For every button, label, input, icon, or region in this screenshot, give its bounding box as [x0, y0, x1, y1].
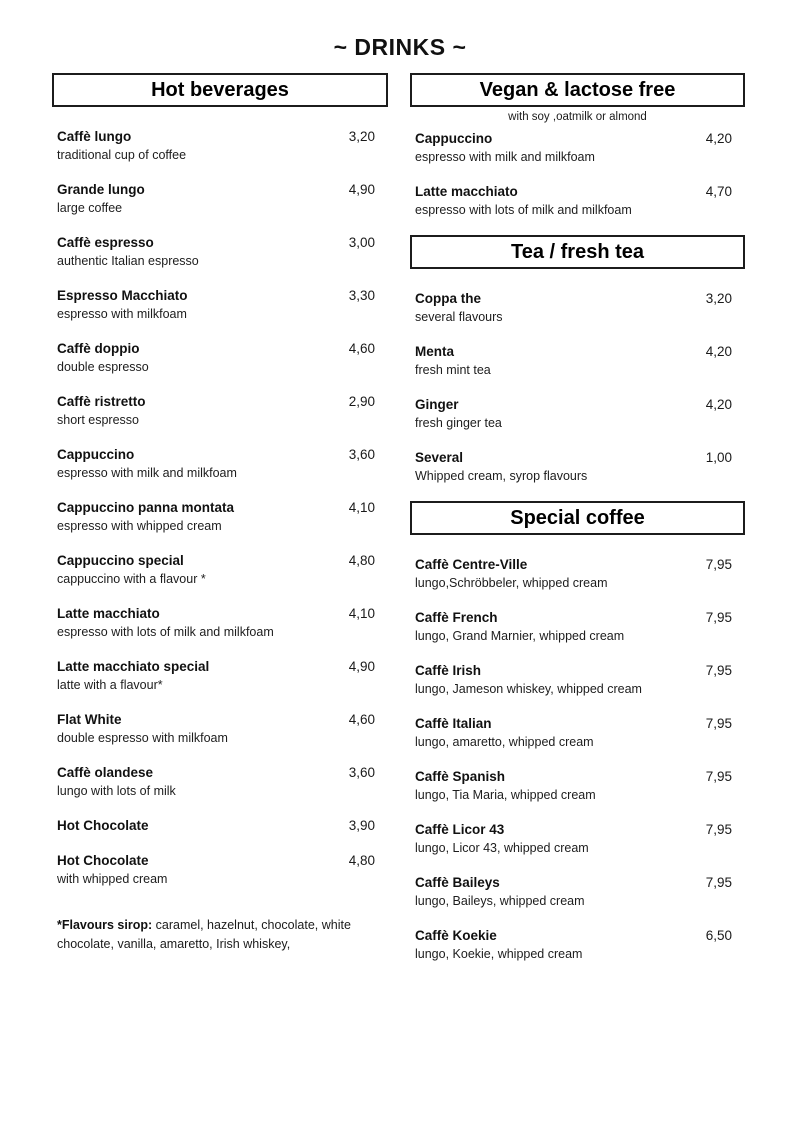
item-name: Caffè French [415, 610, 498, 625]
item-price: 4,20 [705, 131, 732, 146]
item-description: lungo, Koekie, whipped cream [415, 947, 583, 961]
item-name: Cappuccino panna montata [57, 500, 235, 515]
item-name: Latte macchiato [415, 184, 518, 199]
item-price: 7,95 [705, 716, 732, 731]
item-price: 7,95 [705, 769, 732, 784]
menu-item [52, 763, 388, 800]
item-description: lungo, amaretto, whipped cream [415, 735, 594, 749]
item-description: espresso with milkfoam [57, 307, 187, 321]
item-price: 2,90 [348, 394, 375, 409]
section-header-label: Tea / fresh tea [510, 240, 645, 263]
menu-item [52, 339, 388, 376]
menu-item [410, 820, 745, 857]
item-description: espresso with lots of milk and milkfoam [57, 625, 274, 639]
menu-columns [0, 73, 800, 979]
item-description: with whipped cream [57, 872, 168, 886]
footnote-text: caramel, hazelnut, chocolate, white chocolate, vanilla, amaretto, Irish whiskey, [57, 918, 351, 951]
item-price: 7,95 [705, 557, 732, 572]
menu-item [410, 714, 745, 751]
right-column [410, 73, 745, 979]
section-header-vegan [410, 73, 745, 107]
menu-item [410, 873, 745, 910]
item-name: Hot Chocolate [57, 853, 149, 868]
menu-item [52, 710, 388, 747]
menu-item [52, 286, 388, 323]
item-description: espresso with milk and milkfoam [415, 150, 595, 164]
menu-item [52, 551, 388, 588]
item-description: double espresso [57, 360, 149, 374]
item-price: 7,95 [705, 822, 732, 837]
item-description: lungo, Baileys, whipped cream [415, 894, 585, 908]
item-price: 4,80 [348, 553, 375, 568]
item-description: lungo, Jameson whiskey, whipped cream [415, 682, 642, 696]
menu-item [52, 127, 388, 164]
item-name: Cappuccino special [57, 553, 184, 568]
item-description: espresso with lots of milk and milkfoam [415, 203, 632, 217]
item-name: Latte macchiato special [57, 659, 210, 674]
item-name: Caffè Centre-Ville [415, 557, 528, 572]
item-price: 3,00 [348, 235, 375, 250]
flavours-footnote [52, 916, 388, 954]
vegan-items [410, 129, 745, 219]
item-description: short espresso [57, 413, 139, 427]
item-name: Caffè lungo [57, 129, 132, 144]
item-price: 4,90 [348, 659, 375, 674]
menu-item [410, 661, 745, 698]
item-price: 4,70 [705, 184, 732, 199]
menu-item [52, 851, 388, 888]
item-name: Coppa the [415, 291, 481, 306]
menu-item [52, 392, 388, 429]
item-description: Whipped cream, syrop flavours [415, 469, 588, 483]
menu-item [52, 816, 388, 835]
item-name: Latte macchiato [57, 606, 160, 621]
item-name: Caffè espresso [57, 235, 154, 250]
item-name: Caffè doppio [57, 341, 140, 356]
item-price: 7,95 [705, 663, 732, 678]
item-price: 4,80 [348, 853, 375, 868]
menu-item [410, 448, 745, 485]
item-description: espresso with whipped cream [57, 519, 222, 533]
item-price: 3,60 [348, 447, 375, 462]
item-name: Caffè Spanish [415, 769, 506, 784]
item-name: Espresso Macchiato [57, 288, 188, 303]
tea-items [410, 289, 745, 485]
page-title: ~ DRINKS ~ [333, 34, 467, 60]
item-description: espresso with milk and milkfoam [57, 466, 237, 480]
vegan-subtitle: with soy ,oatmilk or almond [508, 111, 647, 123]
section-header-label: Special coffee [510, 506, 645, 529]
menu-item [410, 289, 745, 326]
menu-item [52, 604, 388, 641]
item-description: authentic Italian espresso [57, 254, 199, 268]
item-name: Ginger [415, 397, 459, 412]
item-description: fresh ginger tea [415, 416, 502, 430]
menu-item [52, 233, 388, 270]
item-price: 1,00 [705, 450, 732, 465]
menu-item [52, 445, 388, 482]
menu-item [52, 180, 388, 217]
item-name: Caffè olandese [57, 765, 154, 780]
item-name: Menta [415, 344, 455, 359]
special-coffee-items [410, 555, 745, 963]
item-description: cappuccino with a flavour * [57, 572, 206, 586]
item-price: 3,90 [348, 818, 375, 833]
item-description: fresh mint tea [415, 363, 491, 377]
item-price: 4,60 [348, 712, 375, 727]
item-name: Caffè Licor 43 [415, 822, 505, 837]
menu-item [410, 926, 745, 963]
left-column [52, 73, 388, 979]
menu-item [410, 182, 745, 219]
item-price: 4,10 [348, 500, 375, 515]
item-description: lungo with lots of milk [57, 784, 176, 798]
section-header-label: Vegan & lactose free [479, 78, 676, 101]
section-header-special-coffee [410, 501, 745, 535]
item-name: Caffè Koekie [415, 928, 497, 943]
section-header-tea [410, 235, 745, 269]
item-description: lungo, Licor 43, whipped cream [415, 841, 589, 855]
section-header-label: Hot beverages [151, 78, 289, 101]
menu-item [410, 767, 745, 804]
item-description: latte with a flavour* [57, 678, 163, 692]
item-description: double espresso with milkfoam [57, 731, 228, 745]
footnote-label: *Flavours sirop: [57, 918, 153, 932]
item-description: lungo, Grand Marnier, whipped cream [415, 629, 625, 643]
item-price: 3,60 [348, 765, 375, 780]
item-name: Caffè Irish [415, 663, 482, 678]
item-price: 4,10 [348, 606, 375, 621]
item-price: 4,90 [348, 182, 375, 197]
section-header-hot-beverages [52, 73, 388, 107]
item-name: Cappuccino [57, 447, 135, 462]
item-description: lungo, Tia Maria, whipped cream [415, 788, 596, 802]
item-name: Caffè Baileys [415, 875, 500, 890]
item-price: 6,50 [705, 928, 732, 943]
item-name: Hot Chocolate [57, 818, 149, 833]
item-price: 3,20 [348, 129, 375, 144]
menu-item [410, 129, 745, 166]
item-name: Caffè ristretto [57, 394, 146, 409]
menu-item [410, 342, 745, 379]
item-name: Grande lungo [57, 182, 145, 197]
item-price: 4,20 [705, 397, 732, 412]
item-price: 4,60 [348, 341, 375, 356]
menu-item [410, 555, 745, 592]
item-name: Cappuccino [415, 131, 493, 146]
item-description: traditional cup of coffee [57, 148, 187, 162]
item-description: large coffee [57, 201, 123, 215]
menu-item [410, 395, 745, 432]
item-price: 4,20 [705, 344, 732, 359]
item-price: 7,95 [705, 875, 732, 890]
item-price: 3,30 [348, 288, 375, 303]
menu-item [410, 608, 745, 645]
item-price: 7,95 [705, 610, 732, 625]
item-price: 3,20 [705, 291, 732, 306]
menu-item [52, 657, 388, 694]
menu-item [52, 498, 388, 535]
item-name: Caffè Italian [415, 716, 492, 731]
item-name: Several [415, 450, 464, 465]
item-description: lungo,Schröbbeler, whipped cream [415, 576, 608, 590]
hot-beverages-items [52, 127, 388, 888]
item-description: several flavours [415, 310, 503, 324]
item-name: Flat White [57, 712, 122, 727]
